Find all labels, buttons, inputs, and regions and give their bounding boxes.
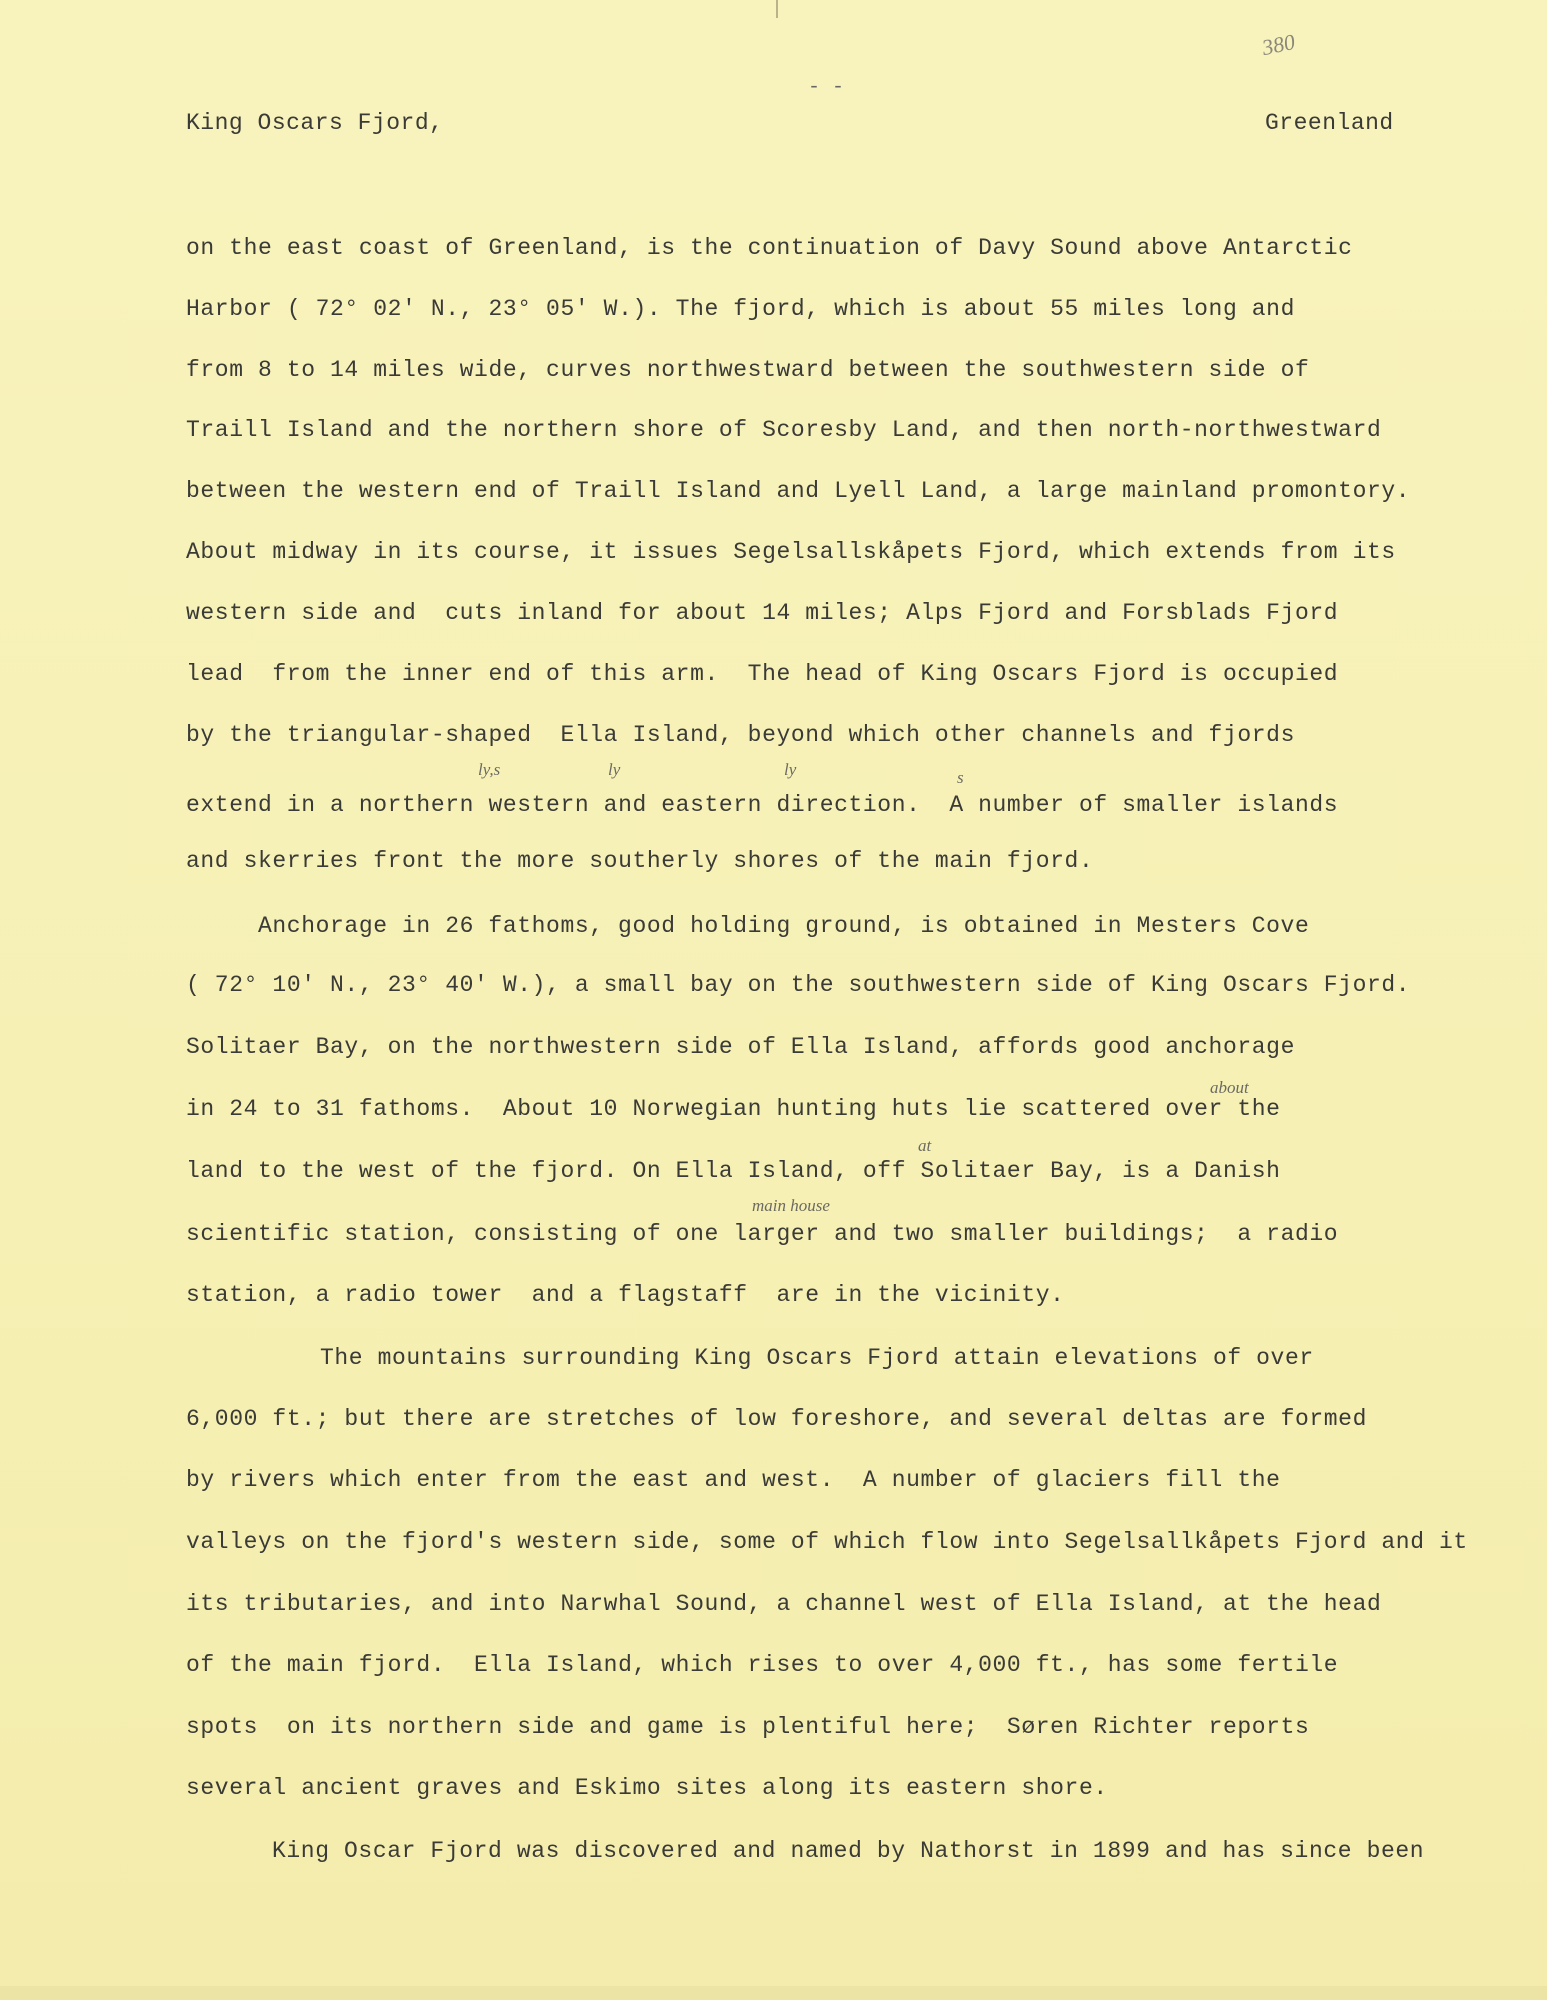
text-line: Traill Island and the northern shore of Scoresby Land, and then north-northwestward [186, 417, 1382, 443]
text-line: Solitaer Bay, on the northwestern side of Ella Island, affords good anchorage [186, 1034, 1295, 1060]
text-line: Anchorage in 26 fathoms, good holding ground, is obtained in Mesters Cove [258, 913, 1310, 939]
fold-mark [776, 0, 778, 18]
text-line: its tributaries, and into Narwhal Sound, a channel west of Ella Island, at the head [186, 1591, 1382, 1617]
text-line: western side and cuts inland for about 14 miles; Alps Fjord and Forsblads Fjord [186, 600, 1339, 626]
text-line: land to the west of the fjord. On Ella Island, off Solitaer Bay, is a Danish [186, 1158, 1281, 1184]
text-line: scientific station, consisting of one larger and two smaller buildings; a radio [186, 1221, 1339, 1247]
text-line: by the triangular-shaped Ella Island, beyond which other channels and fjords [186, 722, 1295, 748]
handwritten-annotation: at [918, 1136, 932, 1155]
handwritten-annotation: ly [608, 760, 621, 779]
handwritten-annotation: ly,s [478, 760, 501, 779]
text-line: Harbor ( 72° 02' N., 23° 05' W.). The fjord, which is about 55 miles long and [186, 296, 1295, 322]
header-dash: - - [808, 76, 845, 99]
page-bottom-edge [0, 1986, 1547, 2000]
text-line: extend in a northern western and eastern direction. A number of smaller islands [186, 792, 1339, 818]
text-line: from 8 to 14 miles wide, curves northwestward between the southwestern side of [186, 357, 1310, 383]
text-line: 6,000 ft.; but there are stretches of low foreshore, and several deltas are formed [186, 1406, 1367, 1432]
handwritten-annotation: ly [784, 760, 797, 779]
text-line: by rivers which enter from the east and west. A number of glaciers fill the [186, 1467, 1281, 1493]
text-line: of the main fjord. Ella Island, which rises to over 4,000 ft., has some fertile [186, 1652, 1339, 1678]
header-region: Greenland [1265, 110, 1394, 136]
text-line: and skerries front the more southerly shores of the main fjord. [186, 848, 1094, 874]
text-line: valleys on the fjord's western side, some of which flow into Segelsallkåpets Fjord and it [186, 1529, 1468, 1555]
handwritten-annotation: main house [752, 1196, 830, 1215]
text-line: lead from the inner end of this arm. The head of King Oscars Fjord is occupied [186, 661, 1339, 687]
text-line: several ancient graves and Eskimo sites along its eastern shore. [186, 1775, 1108, 1801]
handwritten-annotation: about [1210, 1078, 1249, 1097]
text-line: spots on its northern side and game is plentiful here; Søren Richter reports [186, 1714, 1310, 1740]
text-line: on the east coast of Greenland, is the continuation of Davy Sound above Antarctic [186, 235, 1353, 261]
text-line: between the western end of Traill Island and Lyell Land, a large mainland promontory. [186, 478, 1411, 504]
text-line: ( 72° 10' N., 23° 40' W.), a small bay on the southwestern side of King Oscars Fjord. [186, 972, 1411, 998]
header-title: King Oscars Fjord, [186, 110, 444, 136]
text-line: station, a radio tower and a flagstaff are in the vicinity. [186, 1282, 1065, 1308]
handwritten-annotation: s [957, 768, 964, 787]
text-line: About midway in its course, it issues Segelsallskåpets Fjord, which extends from its [186, 539, 1396, 565]
page-number-annotation: 380 [1259, 28, 1298, 61]
text-line: The mountains surrounding King Oscars Fjord attain elevations of over [320, 1345, 1314, 1371]
text-line: King Oscar Fjord was discovered and named by Nathorst in 1899 and has since been [272, 1838, 1425, 1864]
text-line: in 24 to 31 fathoms. About 10 Norwegian hunting huts lie scattered over the [186, 1096, 1281, 1122]
